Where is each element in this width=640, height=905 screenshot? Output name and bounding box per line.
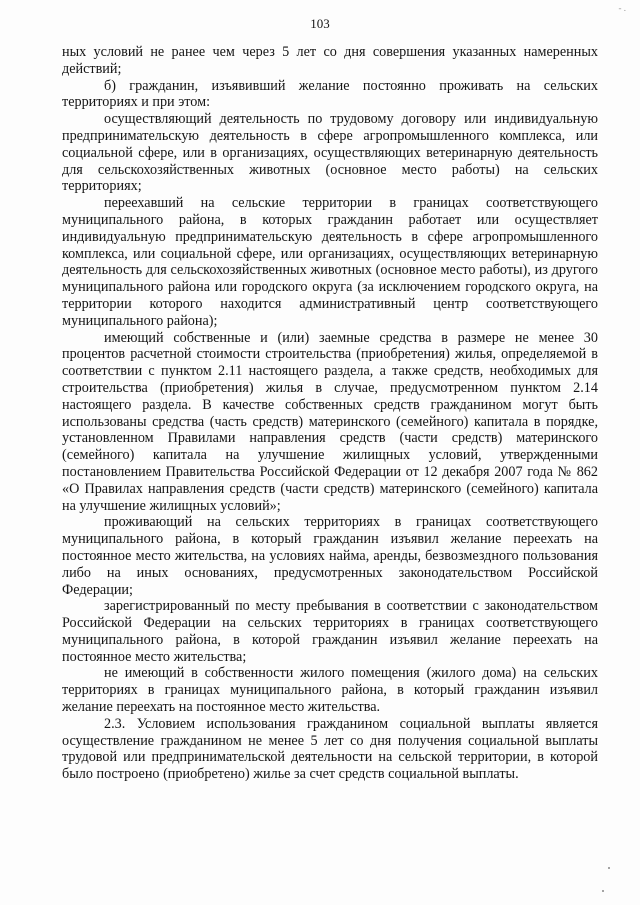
page-number: 103 <box>310 16 330 31</box>
body-text <box>62 44 598 783</box>
corner-mark: - . <box>618 3 626 13</box>
scan-speck <box>602 890 604 892</box>
paragraph-employment-condition: осуществляющий деятельность по трудовому договору или индивидуальную предпринимательскую деятельность в сфере агропромышленного комплекса, или социальной сфере, или в организациях, осуществляющих ветеринарную деятельность для сельскохозяйственных животных (основное место работы) на сельских территориях; <box>62 111 598 195</box>
paragraph-residence-condition: проживающий на сельских территориях в границах соответствующего муниципального района, в который гражданин изъявил желание переехать на постоянное место жительства, на условиях найма, аренды, безвозмездного пользования либо на иных основаниях, предусмотренных законодательством Российской Федерации; <box>62 514 598 598</box>
paragraph-continuation: ных условий не ранее чем через 5 лет со дня совершения указанных намеренных действий; <box>62 44 598 77</box>
paragraph-funds-condition: имеющий собственные и (или) заемные средства в размере не менее 30 процентов расчетной стоимости строительства (приобретения) жилья, определяемой в соответствии с пунктом 2.11 настоящего раздела, а также средств, необходимых для строительства (приобретения) жилья в случае, предусмотренном пунктом 2.14 настоящего раздела. В качестве собственных средств гражданином могут быть использованы средства (часть средств) материнского (семейного) капитала в порядке, установленном Правилами направления средств (части средств) материнского (семейного) капитала на улучшение жилищных условий, утвержденными постановлением Правительства Российской Федерации от 12 декабря 2007 года № 862 «О Правилах направления средств (части средств) материнского (семейного) капитала на улучшение жилищных условий»; <box>62 329 598 514</box>
paragraph-registration-condition: зарегистрированный по месту пребывания в соответствии с законодательством Российской Федерации на сельских территориях в границах соответствующего муниципального района, в которой гражданин изъявил желание переехать на постоянное место жительства; <box>62 598 598 665</box>
paragraph-relocation-condition: переехавший на сельские территории в границах соответствующего муниципального района, в которых гражданин работает или осуществляет индивидуальную предпринимательскую деятельность в сфере агропромышленного комплекса, или социальной сфере, или организациях, осуществляющих ветеринарную деятельность для сельскохозяйственных животных (основное место работы), из другого муниципального района или городского округа (за исключением городского округа, на территории которого находится административный центр соответствующего муниципального района); <box>62 195 598 329</box>
paragraph-2-3: 2.3. Условием использования гражданином социальной выплаты является осуществление гражданином не менее 5 лет со дня получения социальной выплаты трудовой или предпринимательской деятельности на сельской территории, в которой было построено (приобретено) жилье за счет средств социальной выплаты. <box>62 715 598 783</box>
scan-speck <box>608 867 610 869</box>
paragraph-no-property-condition: не имеющий в собственности жилого помещения (жилого дома) на сельских территориях в границах муниципального района, в который гражданин изъявил желание переехать на постоянное место жительства. <box>62 665 598 716</box>
paragraph-b-intro: б) гражданин, изъявивший желание постоянно проживать на сельских территориях и при этом: <box>62 77 598 111</box>
